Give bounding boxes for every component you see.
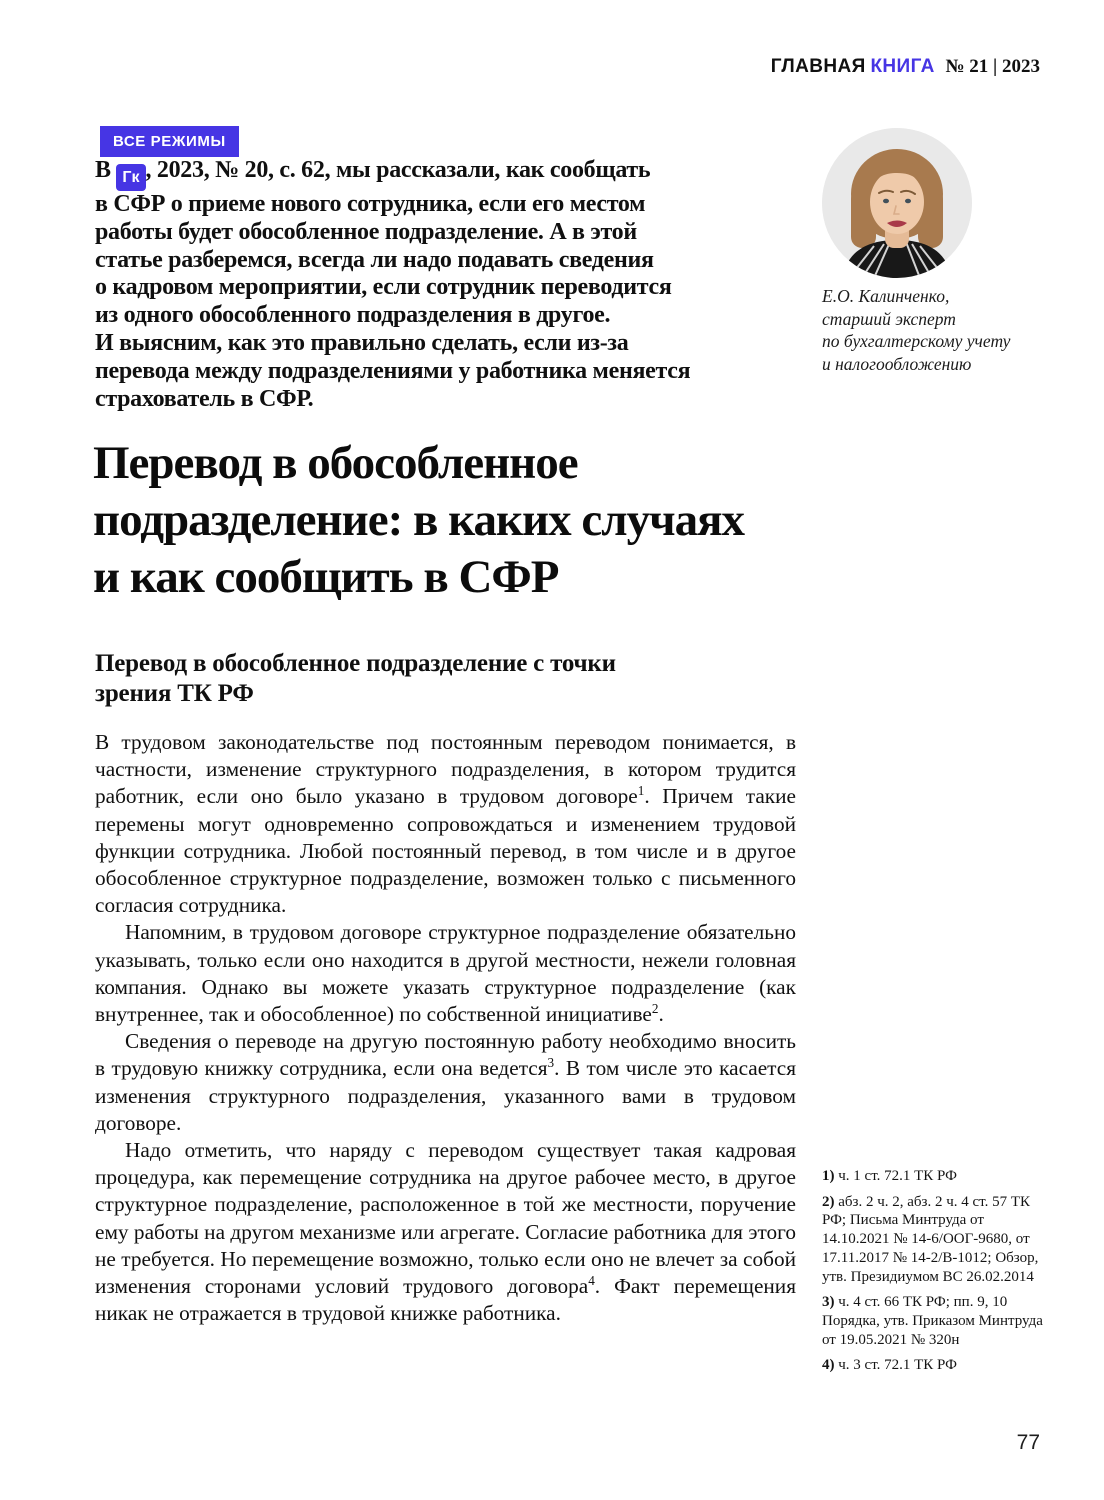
title-line: Перевод в обособленное — [93, 437, 578, 489]
article-body — [95, 729, 796, 1327]
author-role-line: и налогообложению — [822, 353, 972, 374]
footnote-marker: 3 — [547, 1055, 555, 1071]
author-credit — [822, 285, 1010, 375]
footnotes-column — [822, 1167, 1054, 1382]
brand-name-black: ГЛАВНАЯ — [770, 56, 866, 77]
footnote-marker: 1 — [637, 783, 645, 799]
body-paragraph: Надо отметить, что наряду с переводом существует такая кадровая процедура, как перемещение сотрудника на другое рабочее место, в другое структурное подразделение, расположенное в той же местности, поручение ему работы на другом механизме или агрегате. Согласие работника для этого не требуется. Но перемещение возможно, только если оно не влечет за собой изменения сторонами условий трудового договора$^4$. Факт перемещения никак не отражается в трудовой книжке работника. — [95, 1138, 796, 1326]
intro-line: статье разберемся, всегда ли надо подавать сведения — [95, 246, 654, 273]
author-photo — [822, 128, 972, 278]
footnote-item: 1) ч. 1 ст. 72.1 ТК РФ — [822, 1168, 957, 1184]
intro-line: в СФР о приеме нового сотрудника, если его местом — [95, 191, 646, 217]
regimes-badge: ВСЕ РЕЖИМЫ — [100, 126, 239, 157]
author-role-line: старший эксперт — [822, 308, 956, 329]
author-name: Е.О. Калинченко, — [822, 286, 950, 306]
issue-number: № 21 | 2023 — [945, 56, 1040, 77]
gk-inline-icon: Гк — [116, 164, 145, 191]
intro-line: о кадровом мероприятии, если сотрудник переводится — [95, 274, 672, 301]
intro-lead — [95, 157, 795, 413]
intro-line: работы будет обособленное подразделение. А в этой — [95, 218, 637, 245]
intro-line: И выясним, как это правильно сделать, если из-за — [95, 329, 629, 356]
footnote-marker: 2 — [651, 1000, 659, 1016]
body-paragraph: Напомним, в трудовом договоре структурное подразделение обязательно указывать, только если оно находится в другой местности, нежели головная компания. Однако вы можете указать структурное подразделение (как внутреннее, так и обособленное) по собственной инициативе$^2$. — [95, 920, 796, 1027]
intro-line: перевода между подразделениями у работника меняется — [95, 357, 691, 384]
author-portrait-illustration — [822, 128, 972, 278]
title-line: и как сообщить в СФР — [93, 551, 559, 603]
section-heading-line: зрения ТК РФ — [95, 679, 254, 707]
footnote-marker: 4 — [588, 1272, 595, 1288]
body-paragraph: В трудовом законодательстве под постоянным переводом понимается, в частности, изменение структурного подразделения, в котором трудится работник, если оно было указано в трудовом договоре$^1$. Причем такие перемены могут одновременно сопровождаться и изменением трудовой функции сотрудника. Любой постоянный перевод, в том числе и в другое обособленное структурное подразделение, возможен только с письменного согласия сотрудника. — [95, 730, 796, 918]
author-role-line: по бухгалтерскому учету — [822, 331, 1011, 351]
title-line: подразделение: в каких случаях — [93, 494, 745, 546]
brand-name-accent: КНИГА — [870, 56, 935, 77]
footnote-number: 3) — [822, 1294, 835, 1311]
footnote-item: 3) ч. 4 ст. 66 ТК РФ; пп. 9, 10 Порядка, утв. Приказом Минтруда от 19.05.2021 № 320н — [822, 1294, 1043, 1348]
footnote-item: 2) абз. 2 ч. 2, абз. 2 ч. 4 ст. 57 ТК РФ; Письма Минтруда от 14.10.2021 № 14-6/ООГ-9680, от 17.11.2017 № 14-2/В-1012; Обзор, утв. Президиумом ВС 26.02.2014 — [822, 1193, 1039, 1285]
article-title — [93, 435, 744, 606]
section-heading — [95, 649, 616, 708]
page-header — [771, 56, 1040, 78]
intro-line: из одного обособленного подразделения в другое. — [95, 302, 611, 329]
body-paragraph: Сведения о переводе на другую постоянную работу необходимо вносить в трудовую книжку сотрудника, если она ведется$^3$. В том числе это касается изменения структурного подразделения, указанного вами в трудовом договоре. — [95, 1029, 796, 1135]
intro-line: В Гк , 2023, № 20, с. 62, мы рассказали, как сообщать — [95, 157, 795, 191]
footnote-number: 2) — [822, 1193, 835, 1210]
footnote-item: 4) ч. 3 ст. 72.1 ТК РФ — [822, 1357, 957, 1374]
footnote-number: 4) — [822, 1357, 835, 1374]
footnote-number: 1) — [822, 1168, 835, 1184]
page-number: 77 — [1016, 1431, 1040, 1454]
section-heading-line: Перевод в обособленное подразделение с точки — [95, 650, 616, 677]
intro-line: страхователь в СФР. — [95, 385, 314, 412]
